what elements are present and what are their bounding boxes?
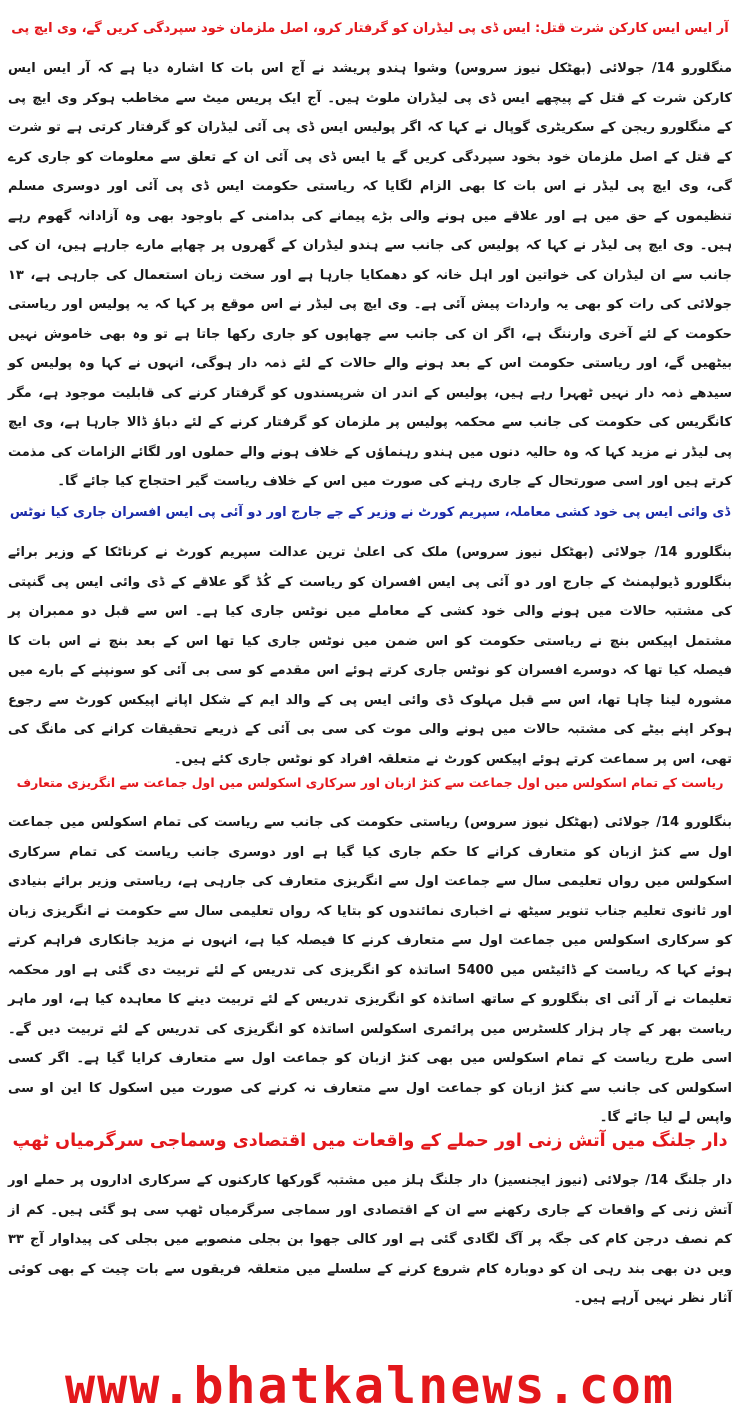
article-body: منگلورو 14/ جولائی (بھٹکل نیوز سروس) وشوا ہندو پریشد نے آج اس بات کا اشارہ دیا ہے کہ آر ایس ایس کارکن شرت کے قتل کے پیچھے ایس ڈی پی لیڈران ملوث ہیں۔ آج ایک پریس میٹ سے مخاطب ہوکر وی ایچ پی کے منگلورو ریجن کے سکریٹری گوپال نے کہا کہ اگر پولیس ایس ڈی پی آئی لیڈران کو گرفتار کرتی ہے تو شرت کے قتل کے اصل ملزمان خود بخود سپردگی کریں گے یا ایس ڈی پی آئی ان کے تعلق سے معلومات کو جاری کرے گی، وی ایچ پی لیڈر نے اس بات کا بھی الزام لگایا کہ ریاستی حکومت ایس ڈی پی آئی اور دوسری مسلم تنظیموں کے حق میں ہے اور علاقے میں ہونے والی بڑے پیمانے کی بدامنی کے باوجود بھی وہ آزادانہ گھوم رہے ہیں۔ وی ایچ پی لیڈر نے کہا کہ پولیس کی جانب سے ہندو لیڈران کے گھروں پر چھاپے مارے جارہے ہیں، ان کی جانب سے ان لیڈران کی خواتین اور اہل خانہ کو دھمکایا جارہا ہے اور سخت زبان استعمال کی جارہی ہے، ۱۳ جولائی کی رات کو بھی یہ واردات پیش آئی ہے۔ وی ایچ پی لیڈر نے اس موقع پر کہا کہ یہ پولیس اور ریاستی حکومت کے لئے آخری وارننگ ہے، اگر ان کی جانب سے چھاپوں کو جاری رکھا جاتا ہے تو وہ بھی خاموش نہیں بیٹھیں گے، اور ریاستی حکومت اس کے بعد ہونے والے حالات کے لئے ذمہ دار ہوگی، انہوں نے کہا وہ پولیس کو سیدھے ذمہ دار نہیں ٹھہرا رہے ہیں، پولیس کے اندر ان شرپسندوں کو گرفتار کرنے کی قابلیت موجود ہے، مگر کانگریس کی حکومت کی جانب سے محکمہ پولیس پر ملزمان کو گرفتار کرنے کے لئے دباؤ ڈالا جارہا ہے، وی ایچ پی لیڈر نے مزید کہا کہ وہ حالیہ دنوں میں ہندو رہنماؤں کے خلاف ہونے والے حملوں اور لگائے الزامات کی مذمت کرتے ہیں اور اسی صورتحال کے جاری رہنے کی صورت میں اس کے خلاف ریاست گیر احتجاج کیا جائے گا۔	[8, 61, 732, 489]
website-footer: www.bhatkalnews.com	[65, 1357, 675, 1415]
article-headline: دار جلنگ میں آتش زنی اور حملے کے واقعات میں اقتصادی وسماجی سرگرمیاں ٹھپ	[12, 1131, 728, 1151]
article-body: بنگلورو 14/ جولائی (بھٹکل نیوز سروس) ریاستی حکومت کی جانب سے ریاست کی تمام اسکولس میں جماعت اول سے کنڑ ازبان کو متعارف کرانے کا حکم جاری کیا گیا ہے اور دوسری جانب ریاست کی تمام سرکاری اسکولس میں رواں تعلیمی سال سے جماعت اول سے انگریزی متعارف کی جارہی ہے، ریاستی وزیر برائے بنیادی اور ثانوی تعلیم جناب تنویر سیٹھ نے اخباری نمائندوں کو بتایا کہ رواں تعلیمی سال سے حکومت نے انگریزی زبان کو سرکاری اسکولس میں جماعت اول سے متعارف کرنے کا فیصلہ کیا ہے، انہوں نے مزید جانکاری فراہم کرتے ہوئے کہا کہ ریاست کے ڈائیٹس میں 5400 اساتذہ کو انگریزی کی تدریس کے لئے تربیت دی گئی ہے اور محکمہ تعلیمات نے آر آئی ای بنگلورو کے ساتھ اساتذہ کو انگریزی تدریس کے لئے تربیت دینے کا معاہدہ کیا ہے، اور ماہر ریاست بھر کے چار ہزار کلسٹرس میں پرائمری اسکولس اساتذہ کو انگریزی کی تدریس کے لئے تربیت دیں گے۔ اسی طرح ریاست کے تمام اسکولس میں بھی کنڑ ازبان کو جماعت اول سے متعارف کرایا گیا ہے۔ اگر کسی اسکولس کی جانب سے کنڑ ازبان کو جماعت اول سے متعارف نہ کرنے کی صورت میں اسکول کا این او سی واپس لے لیا جائے گا۔	[8, 815, 732, 1125]
article-darjeeling-unrest	[8, 1122, 732, 1316]
article-headline: آر ایس ایس کارکن شرت قتل: ایس ڈی پی لیڈران کو گرفتار کرو، اصل ملزمان خود سپردگی کریں گے، وی ایچ پی	[11, 21, 729, 36]
article-headline: ڈی وائی ایس پی خود کشی معاملہ، سپریم کورٹ نے وزیر کے جے جارج اور دو آئی پی ایس افسران جاری کیا نوٹس	[9, 505, 731, 520]
article-rss-worker-murder	[8, 10, 732, 489]
article-body: دار جلنگ 14/ جولائی (نیوز ایجنسیز) دار جلنگ ہلز میں مشتبہ گورکھا کارکنوں کے سرکاری اداروں پر حملے اور آتش زنی کے واقعات کے جاری رکھنے سے ان کے اقتصادی اور سماجی سرگرمیاں ٹھپ سی ہو گئی ہیں۔ کم از کم نصف درجن کام کی جگہ پر آگ لگادی گئی ہے اور کالی جھوا بن بجلی منصوبے میں بجلی کی پیداوار آج ۳۳ ویں دن بھی بند رہی ان کو دوبارہ کام شروع کرنے کے سلسلے میں متعلقہ فریقوں سے بات چیت کے بھی کوئی آثار نظر نہیں آرہے ہیں۔	[8, 1173, 732, 1306]
article-body: بنگلورو 14/ جولائی (بھٹکل نیوز سروس) ملک کی اعلیٰ ترین عدالت سپریم کورٹ نے کرناٹکا کے وزیر برائے بنگلورو ڈیولپمنٹ کے جارج اور دو آئی پی ایس افسران کو ریاست کے کُڈ گو علاقے کے ڈی وائی ایس پی گنپتی کی مشتبہ حالات میں ہونے والی خود کشی کے معاملے میں نوٹس جاری کیا ہے۔ اس سے قبل دو ممبران پر مشتمل اپیکس بنچ نے ریاستی حکومت کو اس ضمن میں نوٹس جاری کیا تھا اس کے بعد بنچ نے اس بات کا فیصلہ کیا تھا کہ دوسرے افسران کو نوٹس جاری کرتے ہوئے اس مقدمے کو سی بی آئی کو سونپنے کے بارے میں مشورہ لینا چاہا تھا، اس سے قبل مہلوک ڈی وائی ایس پی کے والد ایم کے شکل اپانے اپیکس کورٹ سے رجوع ہوکر اپنے بیٹے کی مشتبہ حالات میں ہونے والی موت کی سی بی آئی کے ذریعے تحقیقات کرانے کی مانگ کی تھی، اس پر سماعت کرتے ہوئے اپیکس کورٹ نے متعلقہ افراد کو نوٹس جاری کئے ہیں۔	[8, 545, 733, 767]
article-dysp-suicide-case	[8, 494, 733, 767]
article-headline: ریاست کے تمام اسکولس میں اول جماعت سے کنڑ ازبان اور سرکاری اسکولس میں اول جماعت سے انگریزی متعارف	[16, 775, 724, 790]
article-kannada-english-schools	[8, 764, 732, 1125]
